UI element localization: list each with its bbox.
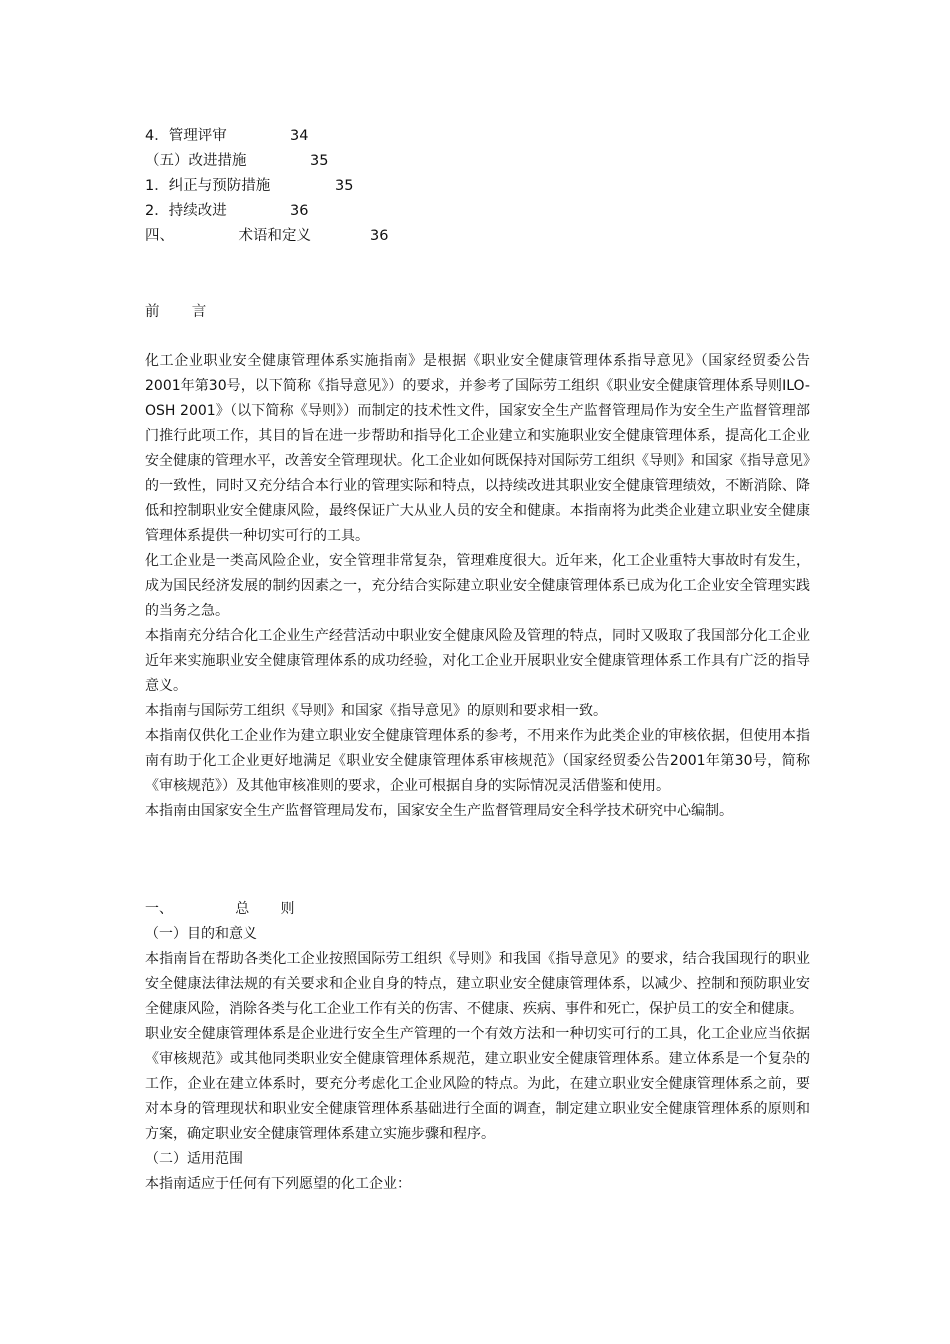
toc-entry-label: 1．纠正与预防措施 [145, 178, 271, 194]
section-general [145, 897, 810, 1197]
toc-entry-page: 36 [370, 228, 389, 244]
preface-paragraph: 化工企业职业安全健康管理体系实施指南》是根据《职业安全健康管理体系指导意见》（国家经贸委公告2001年第30号，以下简称《指导意见》）的要求，并参考了国际劳工组织《职业安全健康管理体系导则ILO-OSH 2001》（以下简称《导则》）而制定的技术性文件，国家安全生产监督管理局作为安全生产监督管理部门推行此项工作，其目的旨在进一步帮助和指导化工企业建立和实施职业安全健康管理体系，提高化工企业安全健康的管理水平，改善安全管理现状。化工企业如何既保持对国际劳工组织《导则》和国家《指导意见》的一致性，同时又充分结合本行业的管理实际和特点，以持续改进其职业安全健康管理绩效，不断消除、降低和控制职业安全健康风险，最终保证广大从业人员的安全和健康。本指南将为此类企业建立职业安全健康管理体系提供一种切实可行的工具。 [145, 353, 810, 544]
section-paragraph: 本指南适应于任何有下列愿望的化工企业： [145, 1176, 411, 1192]
section-title: 一、 总 则 [145, 901, 295, 917]
preface-title: 前 言 [145, 304, 207, 320]
preface-paragraph: 本指南仅供化工企业作为建立职业安全健康管理体系的参考，不用来作为此类企业的审核依据，但使用本指南有助于化工企业更好地满足《职业安全健康管理体系审核规范》（国家经贸委公告2001年第30号，简称《审核规范》）及其他审核准则的要求，企业可根据自身的实际情况灵活借鉴和使用。 [145, 728, 810, 794]
toc-entry [145, 199, 311, 224]
section-paragraph: 本指南旨在帮助各类化工企业按照国际劳工组织《导则》和我国《指导意见》的要求，结合我国现行的职业安全健康法律法规的有关要求和企业自身的特点，建立职业安全健康管理体系，以减少、控制和预防职业安全健康风险，消除各类与化工企业工作有关的伤害、不健康、疾病、事件和死亡，保护员工的安全和健康。 [145, 951, 810, 1017]
subsection-title: （一）目的和意义 [145, 926, 257, 942]
subsection-title: （二）适用范围 [145, 1151, 243, 1167]
toc-entry-page: 36 [290, 203, 309, 219]
section-paragraph: 职业安全健康管理体系是企业进行安全生产管理的一个有效方法和一种切实可行的工具，化工企业应当依据《审核规范》或其他同类职业安全健康管理体系规范，建立职业安全健康管理体系。建立体系是一个复杂的工作，企业在建立体系时，要充分考虑化工企业风险的特点。为此，在建立职业安全健康管理体系之前，要对本身的管理现状和职业安全健康管理体系基础进行全面的调查，制定建立职业安全健康管理体系的原则和方案，确定职业安全健康管理体系建立实施步骤和程序。 [145, 1026, 810, 1142]
toc-entry-label: 2．持续改进 [145, 203, 227, 219]
preface-paragraph: 本指南由国家安全生产监督管理局发布，国家安全生产监督管理局安全科学技术研究中心编制。 [145, 803, 733, 819]
toc-entry-label: 4．管理评审 [145, 128, 227, 144]
toc-entry-label: 四、 术语和定义 [145, 228, 312, 244]
preface-paragraph: 本指南与国际劳工组织《导则》和国家《指导意见》的原则和要求相一致。 [145, 703, 607, 719]
toc-entry [145, 124, 311, 149]
toc-entry [145, 149, 329, 174]
toc-entry-page: 35 [310, 153, 329, 169]
toc-entry [145, 224, 389, 249]
preface-paragraph: 化工企业是一类高风险企业，安全管理非常复杂，管理难度很大。近年来，化工企业重特大事故时有发生，成为国民经济发展的制约因素之一，充分结合实际建立职业安全健康管理体系已成为化工企业安全管理实践的当务之急。 [145, 553, 810, 619]
preface-paragraph: 本指南充分结合化工企业生产经营活动中职业安全健康风险及管理的特点，同时又吸取了我国部分化工企业近年来实施职业安全健康管理体系的成功经验，对化工企业开展职业安全健康管理体系工作具有广泛的指导意义。 [145, 628, 810, 694]
table-of-contents [145, 124, 389, 249]
toc-entry [145, 174, 354, 199]
toc-entry-label: （五）改进措施 [145, 153, 247, 169]
toc-entry-page: 35 [335, 178, 354, 194]
toc-entry-page: 34 [290, 128, 309, 144]
preface-body [145, 349, 810, 824]
